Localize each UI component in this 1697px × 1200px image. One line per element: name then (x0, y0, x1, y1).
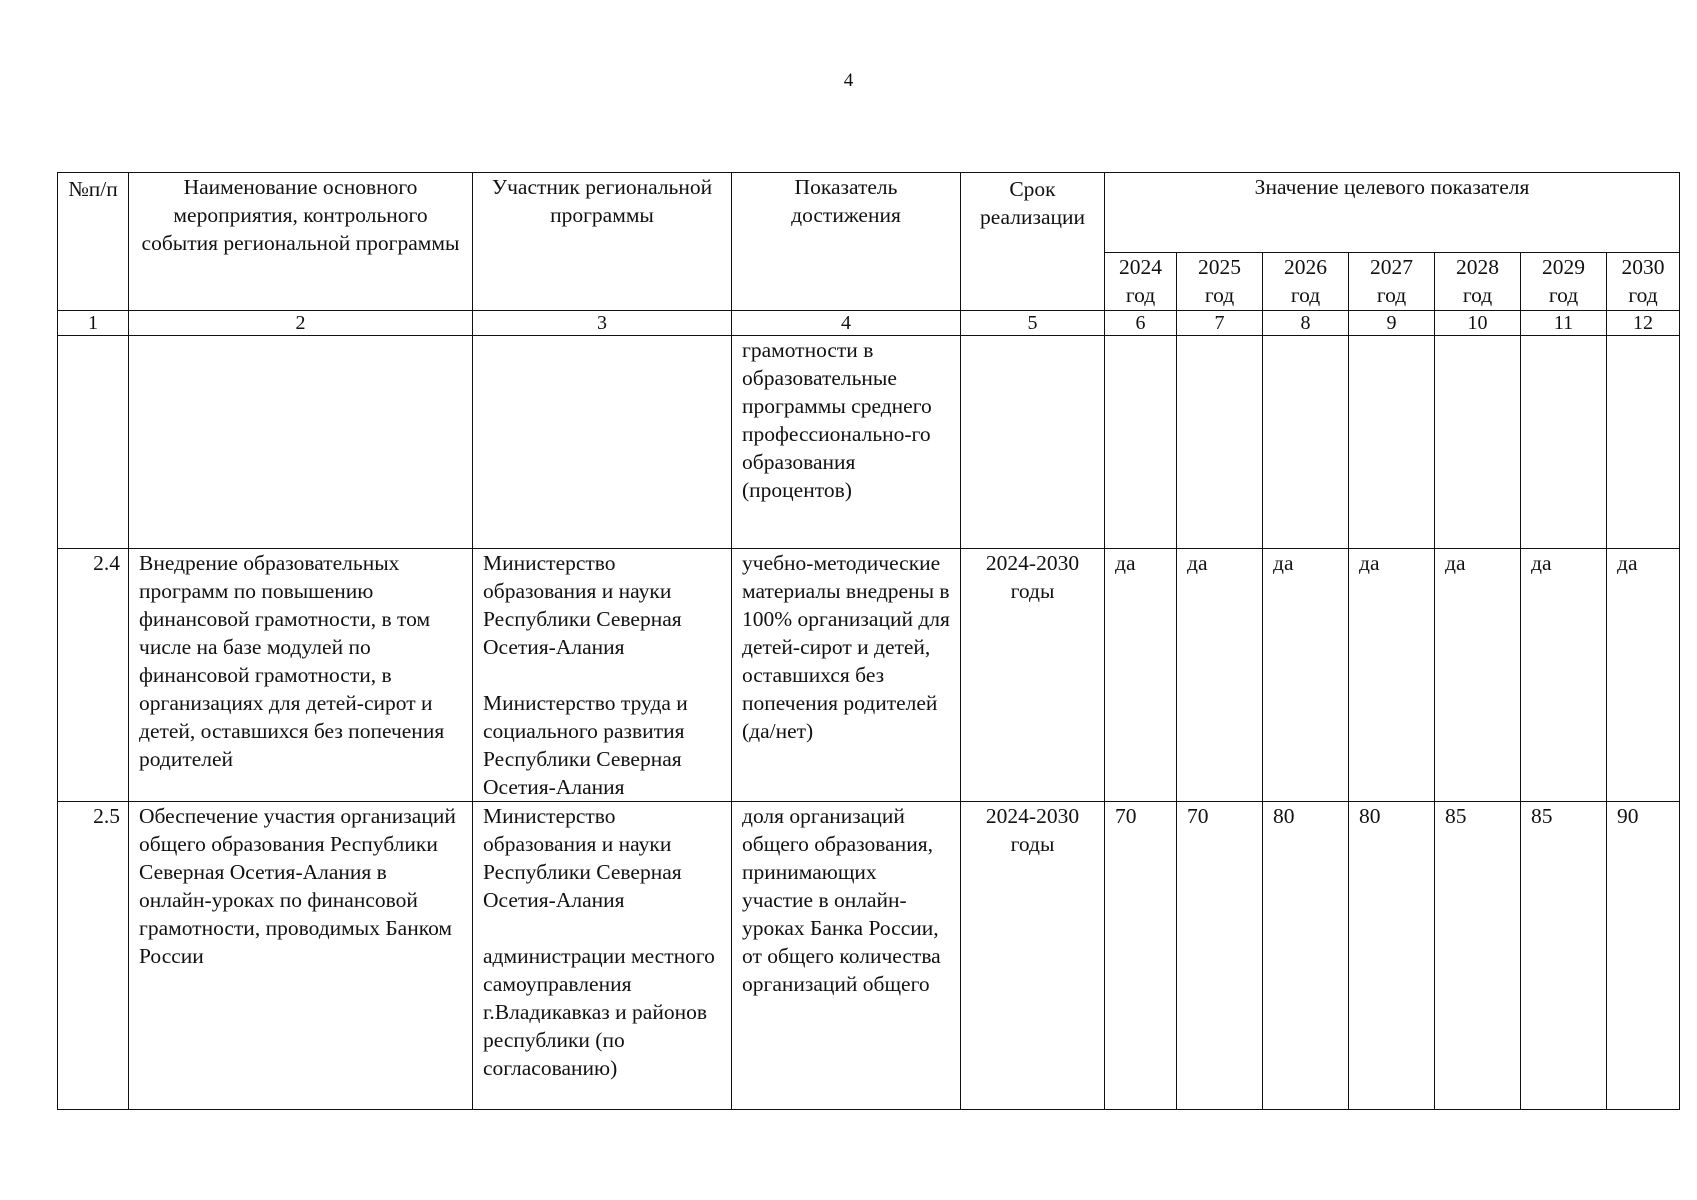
header-indicator: Показатель достижения (732, 173, 961, 311)
row-participant (473, 802, 732, 1110)
row-value: 80 (1263, 802, 1349, 1110)
header-row (58, 173, 1680, 253)
header-term: Срок реализации (961, 173, 1105, 311)
column-number: 1 (58, 311, 129, 336)
participant-entry: администрации местного самоуправления г.Владикавказ и районов республики (по согласованию) (483, 944, 715, 1080)
row-indicator: грамотности в образовательные программы среднего профессионально-го образования (процентов) (732, 336, 961, 549)
column-number: 6 (1105, 311, 1177, 336)
header-target: Значение целевого показателя (1105, 173, 1680, 253)
row-term: 2024-2030 годы (961, 802, 1105, 1110)
row-value (1521, 336, 1607, 549)
row-no (58, 336, 129, 549)
column-number: 2 (129, 311, 473, 336)
row-term (961, 336, 1105, 549)
table-row (58, 549, 1680, 802)
row-value: да (1105, 549, 1177, 802)
row-value: да (1263, 549, 1349, 802)
row-term: 2024-2030 годы (961, 549, 1105, 802)
row-participant (473, 336, 732, 549)
column-number: 5 (961, 311, 1105, 336)
row-name: Внедрение образовательных программ по повышению финансовой грамотности, в том числе на базе модулей по финансовой грамотности, в организациях для детей-сирот и детей, оставшихся без попечения родителей (129, 549, 473, 802)
row-value (1105, 336, 1177, 549)
column-number: 11 (1521, 311, 1607, 336)
row-value: да (1521, 549, 1607, 802)
row-no: 2.4 (58, 549, 129, 802)
header-year: 2028 год (1435, 252, 1521, 310)
header-year: 2029 год (1521, 252, 1607, 310)
participant-entry: Министерство образования и науки Республики Северная Осетия-Алания (483, 804, 682, 912)
header-name: Наименование основного мероприятия, контрольного события региональной программы (129, 173, 473, 311)
column-number: 3 (473, 311, 732, 336)
row-value: 90 (1607, 802, 1680, 1110)
row-participant (473, 549, 732, 802)
row-value: 70 (1177, 802, 1263, 1110)
row-value: да (1435, 549, 1521, 802)
column-number: 12 (1607, 311, 1680, 336)
program-table (57, 172, 1680, 1110)
table-row (58, 802, 1680, 1110)
row-value: 85 (1435, 802, 1521, 1110)
header-year: 2025 год (1177, 252, 1263, 310)
row-indicator: учебно-методические материалы внедрены в 100% организаций для детей-сирот и детей, оставшихся без попечения родителей (да/нет) (732, 549, 961, 802)
row-indicator: доля организаций общего образования, принимающих участие в онлайн-уроках Банка России, от общего количества организаций общего (732, 802, 961, 1110)
participant-entry: Министерство образования и науки Республики Северная Осетия-Алания (483, 551, 682, 659)
header-participant: Участник региональной программы (473, 173, 732, 311)
column-number: 8 (1263, 311, 1349, 336)
page-number: 4 (843, 70, 854, 91)
row-value: да (1349, 549, 1435, 802)
column-numbers-row (58, 311, 1680, 336)
header-year: 2027 год (1349, 252, 1435, 310)
row-name (129, 336, 473, 549)
column-number: 7 (1177, 311, 1263, 336)
column-number: 9 (1349, 311, 1435, 336)
row-value: да (1177, 549, 1263, 802)
row-no: 2.5 (58, 802, 129, 1110)
row-value (1263, 336, 1349, 549)
column-number: 4 (732, 311, 961, 336)
row-value (1349, 336, 1435, 549)
participant-entry: Министерство труда и социального развития Республики Северная Осетия-Алания (483, 691, 688, 799)
row-value: 85 (1521, 802, 1607, 1110)
row-value: 70 (1105, 802, 1177, 1110)
row-value (1177, 336, 1263, 549)
header-year: 2026 год (1263, 252, 1349, 310)
table-row (58, 336, 1680, 549)
row-value: да (1607, 549, 1680, 802)
row-value: 80 (1349, 802, 1435, 1110)
column-number: 10 (1435, 311, 1521, 336)
header-year: 2024 год (1105, 252, 1177, 310)
row-value (1607, 336, 1680, 549)
header-year: 2030 год (1607, 252, 1680, 310)
header-no: №п/п (58, 173, 129, 311)
row-name: Обеспечение участия организаций общего образования Республики Северная Осетия-Алания в онлайн-уроках по финансовой грамотности, проводимых Банком России (129, 802, 473, 1110)
row-value (1435, 336, 1521, 549)
